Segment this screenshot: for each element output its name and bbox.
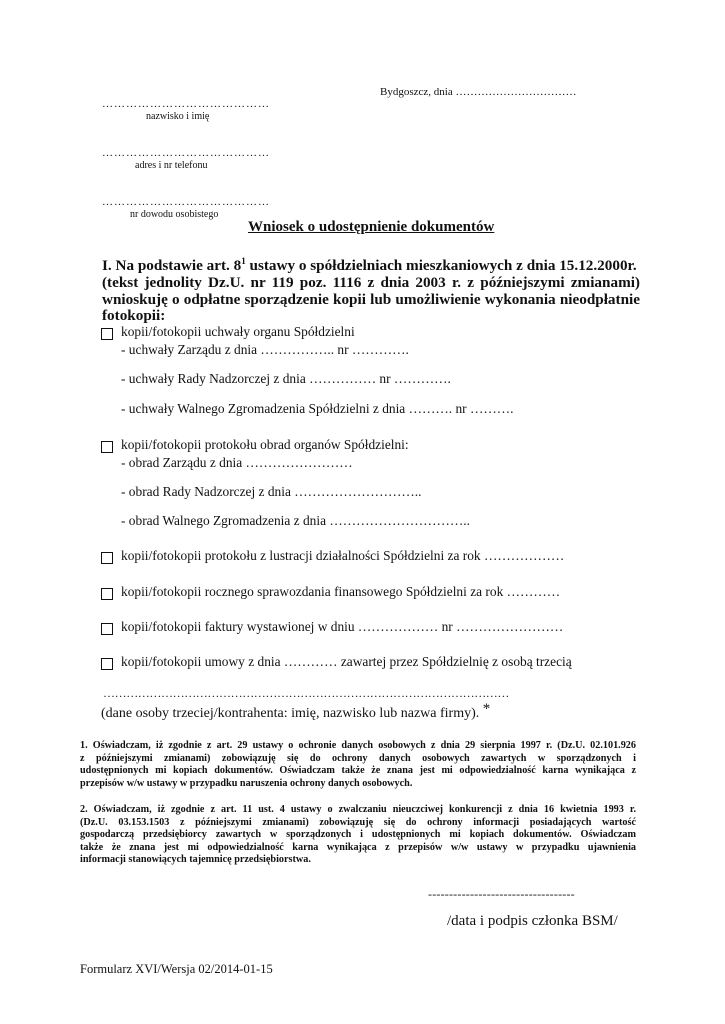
asterisk-mark: * xyxy=(482,701,491,717)
supervisory-minutes-line: - obrad Rady Nadzorczej z dnia ……………………….. xyxy=(121,484,422,499)
contract-line: kopii/fotokopii umowy z dnia ………… zawartej przez Spółdzielnię z osobą trzecią xyxy=(121,654,572,669)
board-minutes-line: - obrad Zarządu z dnia …………………… xyxy=(121,455,353,470)
assembly-resolution-line: - uchwały Walnego Zgromadzenia Spółdzielni z dnia ………. nr ………. xyxy=(121,401,514,416)
board-resolution-line: - uchwały Zarządu z dnia …………….. nr …………. xyxy=(121,342,409,357)
checkbox-audit[interactable] xyxy=(101,552,113,564)
intro-line3: wnioskuję o odpłatne sporządzenie kopii lub umożliwienie wykonania nieodpłatnie xyxy=(102,290,640,308)
declaration-2-line-3: gospodarczą przedsiębiorcy zawartych w sporządzonych i udostępnionych mi kopiach dokumentów. Oświadczam xyxy=(80,829,636,841)
intro-line1-b: ustawy o spółdzielniach mieszkaniowych z dnia 15.12.2000r. xyxy=(245,257,637,275)
checkbox-minutes[interactable] xyxy=(101,441,113,453)
intro-paragraph xyxy=(102,253,640,325)
resolutions-title: kopii/fotokopii uchwały organu Spółdzielni xyxy=(121,324,355,339)
declaration-1 xyxy=(80,740,636,790)
name-label: nazwisko i imię xyxy=(146,111,210,122)
audit-line: kopii/fotokopii protokołu z lustracji działalności Spółdzielni za rok ……………… xyxy=(121,548,565,563)
checkbox-resolutions[interactable] xyxy=(101,328,113,340)
signature-label: /data i podpis członka BSM/ xyxy=(447,913,618,929)
id-label: nr dowodu osobistego xyxy=(130,209,219,220)
intro-line4: fotokopii: xyxy=(102,307,166,325)
declaration-1-line-3: udostępnionych mi kopiach dokumentów. Oświadczam także że znana jest mi odpowiedzialność karna wynikająca z xyxy=(80,765,636,777)
name-dots: …………………………………… xyxy=(102,98,270,110)
third-party-note xyxy=(101,701,491,722)
declaration-1-line-4: przepisów w/w ustawy w przypadku naruszenia ochrony danych osobowych. xyxy=(80,777,413,789)
financial-line: kopii/fotokopii rocznego sprawozdania finansowego Spółdzielni za rok ………… xyxy=(121,584,561,599)
checkbox-financial[interactable] xyxy=(101,588,113,600)
id-dots: …………………………………… xyxy=(102,196,270,208)
address-label: adres i nr telefonu xyxy=(135,160,208,171)
declaration-1-line-1: 1. Oświadczam, iż zgodnie z art. 29 ustawy o ochronie danych osobowych z dnia 29 sierpnia 1997 r. (Dz.U. 02.101.926 xyxy=(80,740,636,751)
declaration-1-line-2: z późniejszymi zmianami) zobowiązuję się do ochrony danych osobowych zawartych w sporządzonych i xyxy=(80,752,636,764)
city-date-field: Bydgoszcz, dnia …………………………… xyxy=(380,86,577,98)
minutes-title: kopii/fotokopii protokołu obrad organów Spółdzielni: xyxy=(121,437,409,452)
supervisory-resolution-line: - uchwały Rady Nadzorczej z dnia …………… nr …………. xyxy=(121,371,451,386)
form-version-footer: Formularz XVI/Wersja 02/2014-01-15 xyxy=(80,962,273,976)
declaration-2-line-1: 2. Oświadczam, iż zgodnie z art. 11 ust. 4 ustawy o zwalczaniu nieuczciwej konkurencji z dnia 16 kwietnia 1993 r. xyxy=(80,804,636,815)
declaration-2-line-4: także że znana jest mi odpowiedzialność karna wynikająca z przepisów w/w ustawy w przypadku ujawnienia xyxy=(80,841,636,853)
declaration-2-line-2: (Dz.U. 03.153.1503 z późniejszymi zmianami) zobowiązuję się do ochrony informacji posiadających wartość xyxy=(80,816,636,828)
intro-line2: (tekst jednolity Dz.U. nr 119 poz. 1116 z dnia 2003 r. z późniejszymi zmianami) xyxy=(102,273,640,291)
assembly-minutes-line: - obrad Walnego Zgromadzenia z dnia ………………………….. xyxy=(121,513,470,528)
invoice-line: kopii/fotokopii faktury wystawionej w dniu ……………… nr …………………… xyxy=(121,619,564,634)
checkbox-invoice[interactable] xyxy=(101,623,113,635)
checkbox-contract[interactable] xyxy=(101,658,113,670)
declaration-2-line-5: informacji stanowiących tajemnicę przedsiębiorstwa. xyxy=(80,854,311,866)
page-title: Wniosek o udostępnienie dokumentów xyxy=(248,219,495,235)
address-dots: …………………………………… xyxy=(102,147,270,159)
intro-line1-a: I. Na podstawie art. 8 xyxy=(102,257,242,275)
signature-line: ----------------------------------- xyxy=(428,887,575,901)
third-party-note-text: (dane osoby trzeciej/kontrahenta: imię, nazwisko lub nazwa firmy). xyxy=(101,706,480,721)
third-party-dots: …………………………………………………………………………………………… xyxy=(103,686,510,700)
intro-superscript: 1 xyxy=(241,256,246,266)
declaration-2 xyxy=(80,804,636,867)
